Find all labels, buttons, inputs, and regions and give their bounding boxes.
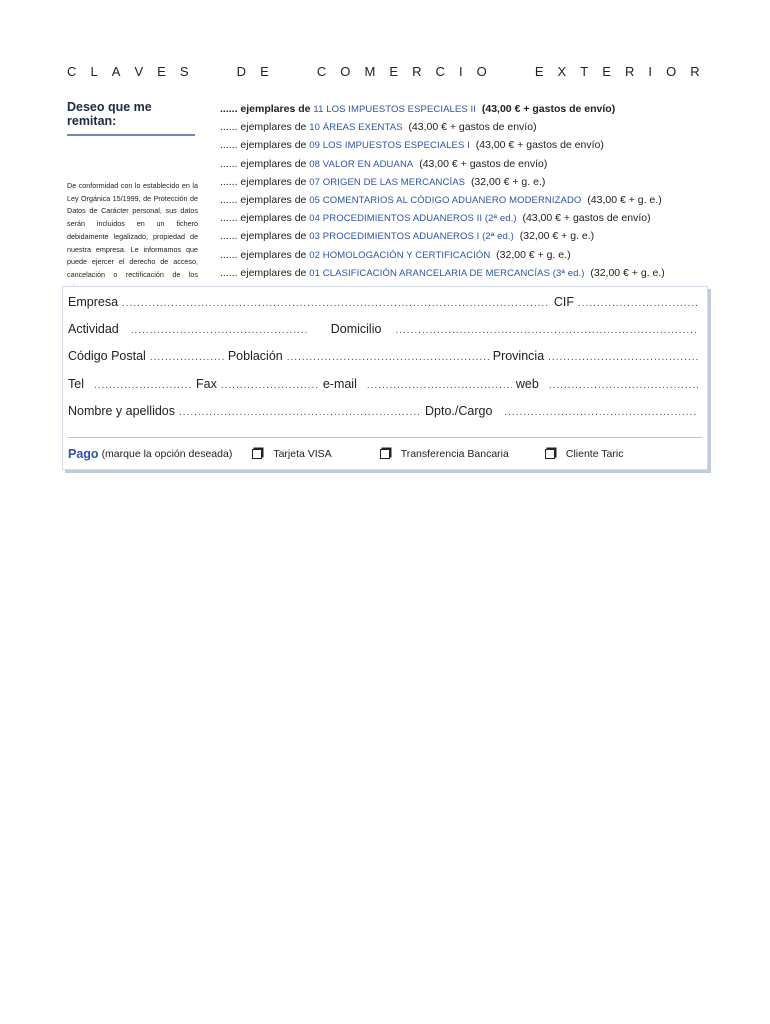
order-lead: ...... ejemplares de	[220, 121, 310, 134]
order-price: (32,00 € + g. e.)	[496, 248, 571, 261]
empresa-field[interactable]	[122, 298, 550, 309]
order-lead: ...... ejemplares de	[220, 157, 310, 170]
codigo-postal-field[interactable]	[150, 352, 224, 363]
payment-note: (marque la opción deseada)	[101, 448, 233, 460]
order-lead: ...... ejemplares de	[220, 248, 310, 261]
deseo-heading: Deseo que me remitan:	[67, 100, 195, 136]
order-line[interactable]	[220, 136, 700, 154]
order-lead: ...... ejemplares de	[220, 139, 310, 152]
order-line[interactable]	[220, 264, 700, 282]
order-publication: 01 CLASIFICACIÓN ARANCELARIA DE MERCANCÍAS (3ª ed.)	[309, 267, 585, 279]
checkbox-icon[interactable]	[380, 449, 390, 459]
order-publication: 05 COMENTARIOS AL CÓDIGO ADUANERO MODERNIZADO	[309, 194, 582, 206]
order-price: (43,00 € + g. e.)	[587, 193, 662, 206]
poblacion-label: Población	[227, 349, 283, 363]
checkbox-icon[interactable]	[252, 449, 262, 459]
order-lead: ...... ejemplares de	[220, 193, 310, 206]
form-row-codigo-postal	[68, 349, 702, 363]
order-line[interactable]	[220, 173, 700, 191]
order-lead: ...... ejemplares de	[220, 266, 310, 279]
order-price: (43,00 € + gastos de envío)	[408, 121, 537, 134]
provincia-field[interactable]	[548, 352, 698, 363]
page-header: C L A V E S D E C O M E R C I O E X T E R I O R	[67, 64, 700, 79]
codigo-postal-label: Código Postal	[68, 349, 146, 363]
order-price: (32,00 € + g. e.)	[590, 266, 665, 279]
form-divider	[68, 437, 702, 438]
order-line[interactable]	[220, 100, 700, 118]
order-price: (43,00 € + gastos de envío)	[419, 157, 548, 170]
order-price: (43,00 € + gastos de envío)	[481, 103, 616, 115]
order-line[interactable]	[220, 227, 700, 245]
order-line[interactable]	[220, 246, 700, 264]
email-label: e-mail	[322, 377, 357, 391]
order-publication: 10 ÁREAS EXENTAS	[309, 122, 403, 134]
order-publication: 04 PROCEDIMIENTOS ADUANEROS II (2ª ed.)	[309, 213, 517, 225]
privacy-note: De conformidad con lo establecido en la Ley Orgánica 15/1999, de Protección de Datos de Carácter personal, sus datos serán incluidos en un fichero debidamente legalizado, propiedad de nuestra empresa. Le informamos que puede ejercer el derecho de acceso, cancelación o rectificación de los	[67, 181, 198, 279]
form-row-empresa	[68, 295, 702, 309]
payment-title: Pago	[68, 447, 99, 461]
order-price: (43,00 € + gastos de envío)	[522, 212, 651, 225]
order-list	[220, 100, 700, 282]
payment-options	[68, 447, 623, 461]
actividad-label: Actividad	[68, 322, 119, 336]
payment-option-transferencia[interactable]: Transferencia Bancaria	[400, 448, 509, 460]
order-line[interactable]	[220, 209, 700, 227]
fax-label: Fax	[195, 377, 217, 391]
checkbox-icon[interactable]	[545, 449, 555, 459]
contact-form	[62, 286, 708, 470]
order-publication: 08 VALOR EN ADUANA	[309, 158, 414, 170]
form-row-actividad	[68, 322, 702, 336]
form-row-tel	[68, 377, 702, 391]
order-publication: 03 PROCEDIMIENTOS ADUANEROS I (2ª ed.)	[309, 231, 514, 243]
order-publication: 02 HOMOLOGACIÓN Y CERTIFICACIÓN	[309, 249, 491, 261]
dpto-field[interactable]	[504, 407, 698, 418]
empresa-label: Empresa	[68, 295, 119, 309]
provincia-label: Provincia	[492, 349, 545, 363]
order-line[interactable]	[220, 155, 700, 173]
dpto-label: Dpto./Cargo	[425, 404, 493, 418]
fax-field[interactable]	[221, 380, 319, 391]
nombre-label: Nombre y apellidos	[68, 404, 175, 418]
email-field[interactable]	[367, 380, 512, 391]
order-price: (32,00 € + g. e.)	[470, 175, 546, 188]
cif-label: CIF	[553, 295, 574, 309]
order-price: (32,00 € + g. e.)	[519, 230, 595, 243]
web-label: web	[515, 377, 539, 391]
order-line[interactable]	[220, 191, 700, 209]
order-line[interactable]	[220, 118, 700, 136]
cif-field[interactable]	[578, 298, 698, 309]
payment-option-visa[interactable]: Tarjeta VISA	[273, 448, 332, 460]
order-lead: ...... ejemplares de	[220, 212, 310, 225]
order-publication: 07 ORIGEN DE LAS MERCANCÍAS	[309, 176, 466, 188]
nombre-field[interactable]	[179, 407, 421, 418]
tel-label: Tel	[68, 377, 84, 391]
web-field[interactable]	[549, 380, 698, 391]
order-lead: ...... ejemplares de	[220, 175, 310, 188]
form-row-nombre	[68, 404, 702, 418]
actividad-field[interactable]	[131, 325, 307, 336]
order-lead: ...... ejemplares de	[220, 103, 314, 115]
tel-field[interactable]	[94, 380, 192, 391]
payment-option-cliente[interactable]: Cliente Taric	[565, 448, 624, 460]
order-price: (43,00 € + gastos de envío)	[475, 139, 604, 152]
poblacion-field[interactable]	[287, 352, 489, 363]
order-lead: ...... ejemplares de	[220, 230, 310, 243]
order-publication: 09 LOS IMPUESTOS ESPECIALES I	[309, 140, 470, 152]
domicilio-label: Domicilio	[330, 322, 382, 336]
order-publication: 11 LOS IMPUESTOS ESPECIALES II	[313, 104, 477, 115]
domicilio-field[interactable]	[395, 325, 698, 336]
